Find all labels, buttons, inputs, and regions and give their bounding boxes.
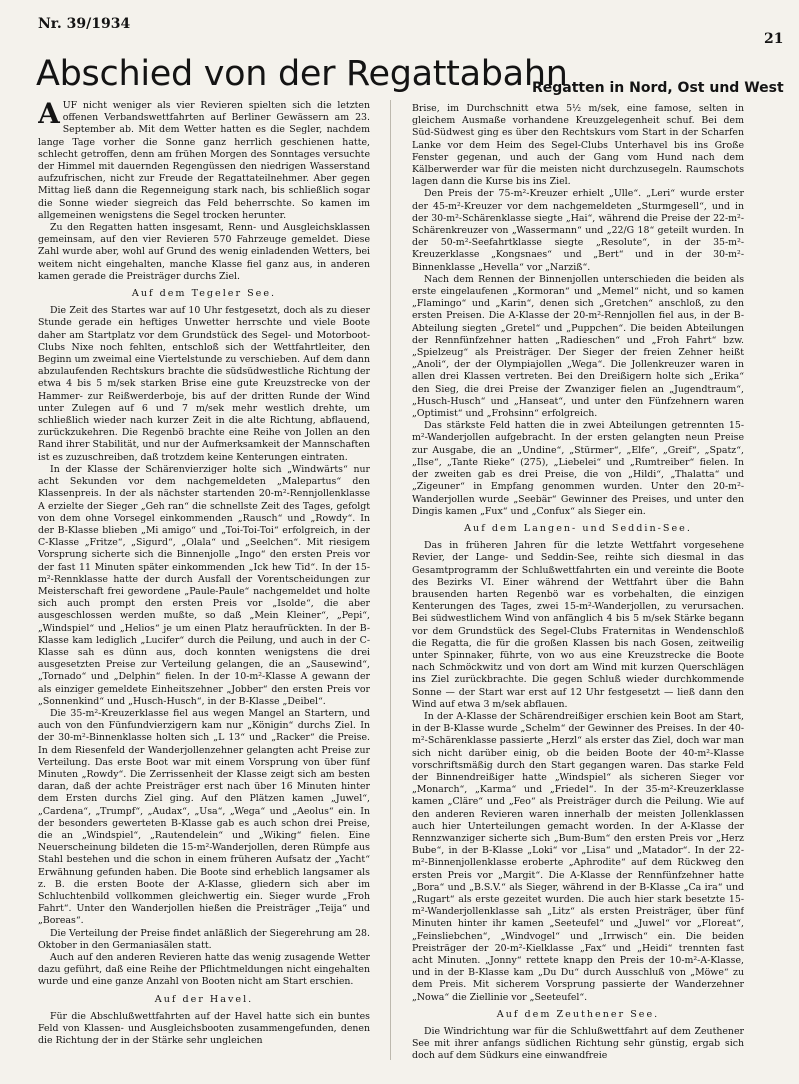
column-divider: [390, 100, 391, 1060]
section-heading-havel: Auf der Havel.: [154, 993, 254, 1005]
paragraph: Brise, im Durchschnitt etwa 5½ m/sek, eine famose, selten in gleichem Ausmaße vorhandene Kreuzgelegenheit schuf. Bei dem Süd-Südwest ging es über den Rechtskurs vom Start in der Scharfen Lanke vor dem Heim des Segel-Clubs Unterhavel bis ins Große Fenster gegenan, und auch der Gang vom Hund nach dem Kälberwerder war für die meisten nicht durchzusegeln. Raumschots lagen dann die Kurse bis ins Ziel.: [412, 103, 744, 188]
right-column: [412, 103, 744, 1063]
paragraph: In der Klasse der Schärenvierziger holte sich „Windwärts“ nur acht Sekunden vor dem nachgemeldeten „Malepartus“ den Klassenpreis. In der als nächster startenden 20-m²-Rennjollenklasse A erzielte der Sieger „Geh ran“ die schnellste Zeit des Tages, gefolgt von dem ohne Vorsegel einkommenden „Rausch“ und „Rowdy“. In der B-Klasse blieben „Mi amigo“ und „Toi-Toi-Toi“ erfolgreich, in der C-Klasse „Fritze“, „Sigurd“, „Olala“ und „Seelchen“. Mit riesigem Vorsprung sicherte sich die Binnenjolle „Ingo“ den ersten Preis vor der fast 11 Minuten später einkommenden „Ick hew Tid“. In der 15-m²-Rennklasse hatte der durch Ausfall der Vorentscheidungen zur Meisterschaft frei gewordene „Paule-Paule“ nachgemeldet und holte sich auch prompt den ersten Preis vor „Isolde“, die aber ausgeschlossen werden mußte, so daß „Mein Kleiner“, „Pepi“, „Windspiel“ und „Helios“ je um einen Platz heraufrückten. In der B-Klasse kam lediglich „Lucifer“ durch die Peilung, und auch in der C-Klasse sah es dünn aus, doch konnten wenigstens die drei ausgesetzten Preise zur Verteilung gelangen, die an „Sausewind“, „Tornado“ und „Delphin“ fielen. In der 10-m²-Klasse A gewann der als einziger gemeldete Einheitszehner „Jobber“ den ersten Preis vor „Sonnenkind“ und „Husch-Husch“, in der B-Klasse „Deibel“.: [38, 463, 370, 707]
left-column: [38, 100, 370, 1066]
paragraph: Auch auf den anderen Revieren hatte das wenig zusagende Wetter dazu geführt, daß eine Reihe der Pflichtmeldungen nicht eingehalten wurde und eine ganze Anzahl von Booten nicht am Start erschien.: [38, 952, 370, 988]
paragraph: Für die Abschlußwettfahrten auf der Havel hatte sich ein buntes Feld von Klassen- und Ausgleichsbooten zusammengefunden, denen die Richtung der in der Stärke sehr ungleichen: [38, 1010, 370, 1047]
paragraph: Das in früheren Jahren für die letzte Wettfahrt vorgesehene Revier, der Lange- und Seddin-See, reihte sich diesmal in das Gesamtprogramm der Schlußwettfahrten ein und vereinte die Boote des Bezirks VI. Einer während der Wettfahrt über die Bahn brausenden harten Regenbö war es vorbehalten, die einzigen Kenterungen des Tages, zwei 15-m²-Wanderjollen, zu verursachen. Bei südwestlichem Wind von anfänglich 4 bis 5 m/sek Stärke begann vor dem Grundstück des Segel-Clubs Fraternitas in Wendenschloß die Regatta, die für die großen Klassen bis nach Gosen, zeitweilig unter Spinnaker, führte, von wo aus eine Kreuzstrecke die Boote nach Schmöckwitz und von dort am Wind mit kurzen Querschlägen ins Ziel zurückbrachte. Die gegen Schluß wieder durchkommende Sonne — der Start war erst auf 12 Uhr festgesetzt — ließ dann den Wind auf etwa 3 m/sek abflauen.: [412, 540, 744, 710]
intro-paragraph: [38, 100, 370, 222]
page-number: 21: [764, 31, 784, 47]
paragraph: Nach dem Rennen der Binnenjollen unterschieden die beiden als erste eingelaufenen „Kormoran“ und „Memel“ nicht, und so kamen „Flamingo“ und „Karin“, denen sich „Gretchen“ anschloß, zu den ersten Preisen. Die A-Klasse der 20-m²-Rennjollen fiel aus, in der B-Abteilung siegten „Gretel“ und „Puppchen“. Die beiden Abteilungen der Rennfünfzehner hatten „Radieschen“ und „Froh Fahrt“ bzw. „Spielzeug“ als Preisträger. Der Sieger der freien Zehner heißt „Anoli“, der der Olympiajollen „Wega“. Die Jollenkreuzer waren in allen drei Klassen vertreten. Bei den Dreißigern holte sich „Erika“ den Sieg, die drei Preise der Zwanziger fielen an „Jugendtraum“, „Husch-Husch“ und „Hanseat“, und unter den Fünfzehnern waren „Optimist“ und „Frohsinn“ erfolgreich.: [412, 273, 744, 420]
issue-number: Nr. 39/1934: [38, 16, 131, 32]
section-heading-zeuthener-see: Auf dem Zeuthener See.: [496, 1008, 660, 1020]
intro-text: UF nicht weniger als vier Revieren spielten sich die letzten offenen Verbandswettfahrten auf Berliner Gewässern am 23. September ab. Mit dem Wetter hatten es die Segler, nachdem lange Tage vorher die Sonne ganz herrlich geschienen hatte, schlecht getroffen, denn am frühen Morgen des Sonntages versuchte der Himmel mit dauernden Regengüssen den niedrigen Wasserstand aufzufrischen, nicht zur Freude der Regattateilnehmer. Aber gegen Mittag ließ dann die Regenneigung stark nach, bis schließlich sogar die Sonne wieder siegreich das Feld beherrschte. So kamen im allgemeinen wenigstens die Segel trocken herunter.: [38, 100, 370, 221]
paragraph: Die 35-m²-Kreuzerklasse fiel aus wegen Mangel an Startern, und auch von den Fünfundvierzigern kam nur „Königin“ durchs Ziel. In der 30-m²-Binnenklasse holten sich „L 13“ und „Racker“ die Preise. In dem Riesenfeld der Wanderjollenzehner gelangten acht Preise zur Verteilung. Das erste Boot war mit einem Vorsprung von über fünf Minuten „Rowdy“. Die Zerrissenheit der Klasse zeigt sich am besten daran, daß der achte Preisträger erst nach über 16 Minuten hinter dem Ersten durchs Ziel ging. Auf den Plätzen kamen „Juwel“, „Cardena“, „Trumpf“, „Audax“, „Usa“, „Wega“ und „Aeolus“ ein. In der besonders gewerteten B-Klasse gab es auch schon drei Preise, die an „Windspiel“, „Rautendelein“ und „Wiking“ fielen. Eine Neuerscheinung bildeten die 15-m²-Wanderjollen, deren Rümpfe aus Stahl bestehen und die schon in einem früheren Aufsatz der „Yacht“ Erwähnung gefunden haben. Die Boote sind erheblich langsamer als z. B. die ersten Boote der A-Klasse, gliedern sich aber im Schluchtenbild vollkommen gleichwertig ein. Sieger wurde „Froh Fahrt“. Unter den Wanderjollen hießen die Preisträger „Teija“ und „Boreas“.: [38, 707, 370, 927]
paragraph: Die Zeit des Startes war auf 10 Uhr festgesetzt, doch als zu dieser Stunde gerade ein heftiges Unwetter herrschte und viele Boote daher am Startplatz vor dem Grundstück des Segel- und Motorboot-Clubs Nixe noch fehlten, entschloß sich der Wettfahrtleiter, den Beginn um zweimal eine Viertelstunde zu verschieben. Auf dem dann abzulaufenden Rechtskurs brachte die südsüdwestliche Richtung der etwa 4 bis 5 m/sek starken Brise eine gute Kreuzstrecke von der Hammer- zur Reißwerderboje, bis auf der dritten Runde der Wind unter Zulegen auf 6 und 7 m/sek mehr westlich drehte, um schließlich wieder nach kurzer Zeit in die alte Richtung, abflauend, zurückzukehren. Die Regenbö brachte eine Reihe von Jollen an den Rand ihrer Stabilität, und nur der Aufmerksamkeit der Mannschaften ist es zuzuschreiben, daß trotzdem keine Kenterungen eintraten.: [38, 305, 370, 463]
paragraph: Zu den Regatten hatten insgesamt, Renn- und Ausgleichsklassen gemeinsam, auf den vier Revieren 570 Fahrzeuge gemeldet. Diese Zahl wurde aber, wohl auf Grund des wenig einladenden Wetters, bei weitem nicht eingehalten, manche Klasse fiel ganz aus, in anderen kamen gerade die Preisträger durchs Ziel.: [38, 222, 370, 282]
paragraph: Das stärkste Feld hatten die in zwei Abteilungen getrennten 15-m²-Wanderjollen aufgebracht. In der ersten gelangten neun Preise zur Ausgabe, die an „Undine“, „Stürmer“, „Elfe“, „Greif“, „Spatz“, „Ilse“, „Tante Rieke“ (275), „Liebelei“ und „Rumtreiber“ fielen. In der zweiten gab es drei Preise, die von „Hildi“, „Thalatta“ und „Zigeuner“ in Empfang genommen wurden. Unter den 20-m²-Wanderjollen wurde „Seebär“ Gewinner des Preises, und unter den Dingis kamen „Fux“ und „Confux“ als Sieger ein.: [412, 420, 744, 517]
article-subtitle: Regatten in Nord, Ost und West: [532, 80, 784, 96]
section-heading-langen-seddin-see: Auf dem Langen- und Seddin-See.: [464, 522, 692, 534]
paragraph: Die Verteilung der Preise findet anläßlich der Siegerehrung am 28. Oktober in den Germaniasälen statt.: [38, 927, 370, 951]
section-heading-tegeler-see: Auf dem Tegeler See.: [131, 288, 277, 300]
paragraph: In der A-Klasse der Schärendreißiger erschien kein Boot am Start, in der B-Klasse wurde „Schelm“ der Gewinner des Preises. In der 40-m²-Schärenklasse passierte „Herzl“ als erster das Ziel, doch war man sich nicht darüber einig, ob die beiden Boote der 40-m²-Klasse vorschriftsmäßig durch den Start gegangen waren. Das starke Feld der Binnendreißiger hatte „Windspiel“ als sicheren Sieger vor „Monarch“, „Karma“ und „Friedel“. In der 35-m²-Kreuzerklasse kamen „Cläre“ und „Feo“ als Preisträger durch die Peilung. Wie auf den anderen Revieren waren innerhalb der meisten Jollenklassen auch hier Unterteilungen gemacht worden. In der A-Klasse der Rennzwanziger sicherte sich „Bum-Bum“ den ersten Preis vor „Herz Bube“, in der B-Klasse „Loki“ vor „Lisa“ und „Matador“. In der 22-m²-Binnenjollenklasse eroberte „Aphrodite“ auf dem Rückweg den ersten Preis vor „Margit“. Die A-Klasse der Rennfünfzehner hatte „Bora“ und „B.S.V.“ als Sieger, während in der B-Klasse „Ca ira“ und „Rugart“ als erste gezeitet wurden. Die auch hier stark besetzte 15-m²-Wanderjollenklasse sah „Litz“ als ersten Preisträger, über fünf Minuten hinter ihr kamen „Seeteufel“ und „Juwel“ vor „Floreat“, „Feinsliebchen“, „Windvogel“ und „Irrwisch“ ein. Die beiden Preisträger der 20-m²-Kielklasse „Fax“ und „Heidi“ trennten fast acht Minuten. „Jonny“ rettete knapp den Preis der 10-m²-A-Klasse, und in der B-Klasse kam „Du Du“ durch Ausschluß von „Möwe“ zu dem Preis. Mit sicherem Vorsprung passierte der Wanderzehner „Nowa“ die Ziellinie vor „Seeteufel“.: [412, 710, 744, 1003]
paragraph: Die Windrichtung war für die Schlußwettfahrt auf dem Zeuthener See mit ihrer anfangs südlichen Richtung sehr günstig, ergab sich doch auf dem Südkurs eine einwandfreie: [412, 1026, 744, 1062]
drop-cap: A: [38, 100, 60, 130]
article-title: Abschied von der Regattabahn: [36, 54, 568, 94]
paragraph: Den Preis der 75-m²-Kreuzer erhielt „Ulle“. „Leri“ wurde erster der 45-m²-Kreuzer vor dem nachgemeldeten „Sturmgesell“, und in der 30-m²-Schärenklasse siegte „Hai“, während die Preise der 22-m²-Schärenkreuzer von „Wassermann“ und „22/G 18“ geteilt wurden. In der 50-m²-Seefahrtklasse siegte „Resolute“, in der 35-m²-Kreuzerklasse „Kongsnaes“ und „Bert“ und in der 30-m²-Binnenklasse „Hevella“ vor „Narziß“.: [412, 188, 744, 273]
